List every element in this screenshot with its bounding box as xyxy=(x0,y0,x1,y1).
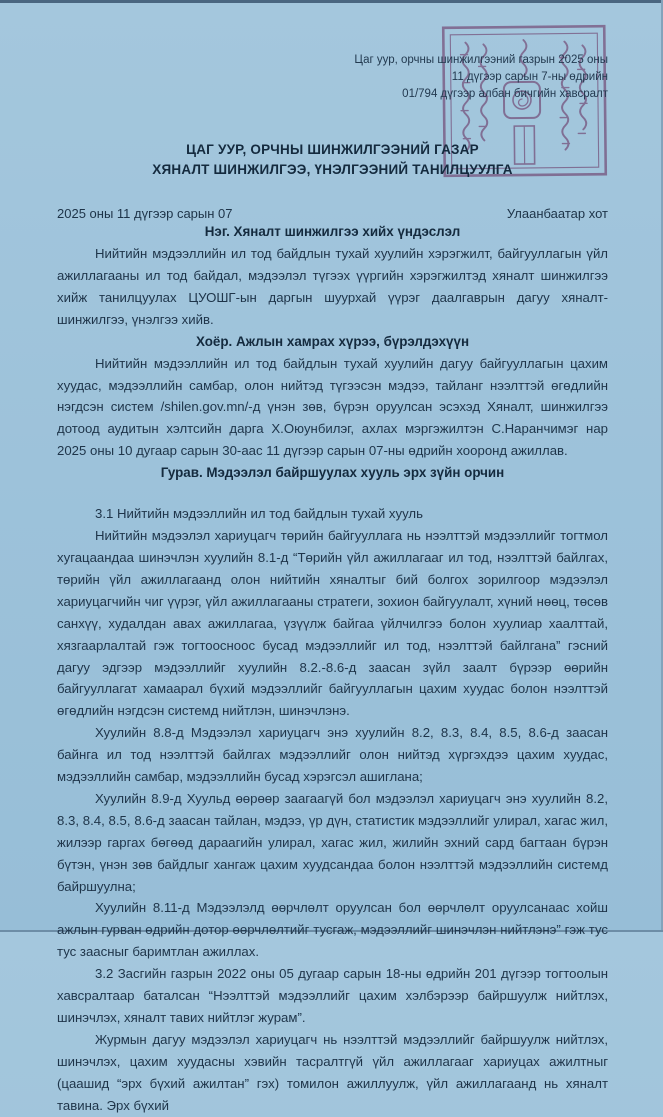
document-city: Улаанбаатар хот xyxy=(506,206,608,221)
corner-note xyxy=(57,0,608,103)
corner-note-line-3: 01/794 дүгээр албан бичгийн хавсралт xyxy=(402,88,608,100)
section-three-paragraph-4: Хуулийн 8.11-д Мэдээлэлд өөрчлөлт оруулсан бол өөрчлөлт оруулсанаас хойш ажлын гурван өдрийн дотор өөрчлөлтийг тусгаж, мэдээллийг шинэчлэн нийтлэнэ” гэж тус тус заасныг баримтлан ажиллах. xyxy=(57,900,608,960)
section-three-heading: Гурав. Мэдээлэл байршуулах хууль эрх зүйн орчин xyxy=(160,465,505,481)
section-two-paragraph: Нийтийн мэдээллийн ил тод байдлын тухай хуулийн дагуу байгууллагын цахим хуудас, мэдээллийн самбар, олон нийтэд түгээсэн мэдээ, тайланг нээлттэй өгөдлийн нэгдсэн систем /shilen.gov.mn/-д үнэн зөв, бүрэн оруулсан эсэхэд Хяналт, шинжилгээ дотоод аудитын хэлтсийн дарга Х.Оюунбилэг, ахлах мэргэжилтэн С.Наранчимэг нар 2025 оны 10 дугаар сарын 30-аас 11 дүгээр сарын 07-ны өдрийн хооронд ажиллав. xyxy=(57,355,608,459)
section-one-paragraph: Нийтийн мэдээллийн ил тод байдлын тухай хуулийн хэрэгжилт, байгууллагын үйл ажиллагааны ил тод байдал, мэдээлэл түгээх үүргийн хэрэгжилтэд хяналт шинжилгээ хийж танилцуулах ЦУОШГ-ын даргын шуурхай үүрэг даалгаврын дагуу хяналт-шинжилгээ, үнэлгээ хийв. xyxy=(57,246,608,327)
section-one-heading: Нэг. Хяналт шинжилгээ хийх үндэслэл xyxy=(204,224,461,239)
document-title-block xyxy=(57,140,608,180)
section-three-paragraph-1: Нийтийн мэдээлэл хариуцагч төрийн байгууллага нь нээлттэй мэдээллийг тогтмол хугацаандаа шинэчлэн хуулийн 8.1-д “Төрийн үйл ажиллагааг ил тод, нээлттэй байлгах, төрийн үйл ажиллагаанд олон нийтийн хяналтыг бий болгох зорилгоор мэдээлэл хариуцагчийн чиг үүрэг, үйл ажиллагааны стратеги, зохион байгуулалт, хүний нөөц, төсөв санхүү, худалдан авах ажиллагаа, үзүүлж байгаа үйлчилгээ болон хуулиар хаалттай, хязгаарлалтай гэж тогтоосноос бусад мэдээллийг ил тод, нээлттэй байлгана” гэсний дагуу эдгээр мэдээллийг хуулийн 8.2.-8.6-д заасан зүйл заалт бүрээр өөрийн байгууллагат хамаарал бүхий мэдээллийг байгууллагын цахим хуудас болон нээлттэй өгөдлийн нэгдсэн системд нийтлэн, шинэчлэнэ. xyxy=(57,528,608,719)
date-row xyxy=(57,206,608,221)
document-date: 2025 оны 11 дүгээр сарын 07 xyxy=(57,206,233,221)
corner-note-line-1: Цаг уур, орчны шинжилгээний газрын 2025 оны xyxy=(354,54,608,66)
section-three-paragraph-3: Хуулийн 8.9-д Хуульд өөрөөр заагаагүй бол мэдээлэл хариуцагч энэ хуулийн 8.2, 8.3, 8.4, 8.5, 8.6-д заасан тайлан, мэдээ, үр дүн, статистик мэдээллийг улирал, хагас жил, жилээр гаргах бөгөөд дараагийн улирал, хагас жил, жилийн эхний сард багтаан бүрэн бүтэн, үнэн зөв байдлыг хангаж цахим хуудсандаа болон нээлттэй мэдээллийн системд байршуулна; xyxy=(57,790,608,894)
section-three-paragraph-2: Хуулийн 8.8-д Мэдээлэл хариуцагч энэ хуулийн 8.2, 8.3, 8.4, 8.5, 8.6-д заасан байнга ил тод нээлттэй байлгах мэдээллийг олон нийтэд хүргэхдээ цахим хуудас, мэдээллийн самбар, мэдээллийн бусад хэрэгсэл ашиглана; xyxy=(57,725,608,785)
corner-note-line-2: 11 дүгээр сарын 7-ны өдрийн xyxy=(451,71,608,83)
section-three-paragraph-6: Журмын дагуу мэдээлэл хариуцагч нь нээлттэй мэдээллийг байршуулж нийтлэх, шинэчлэх, цахим хуудасны хэвийн тасралтгүй үйл ажиллагааг хариуцах ажилтныг (цаашид “эрх бүхий ажилтан” гэх) томилон ажиллуулж, үйл ажиллагаанд нь хяналт тавина. Эрх бүхий xyxy=(57,1031,608,1113)
organization-name: ЦАГ УУР, ОРЧНЫ ШИНЖИЛГЭЭНИЙ ГАЗАР xyxy=(186,142,479,157)
section-two-heading: Хоёр. Ажлын хамрах хүрээ, бүрэлдэхүүн xyxy=(195,333,470,349)
section-three-subheading: 3.1 Нийтийн мэдээллийн ил тод байдлын тухай хууль xyxy=(95,506,423,522)
section-three-paragraph-5: 3.2 Засгийн газрын 2022 оны 05 дугаар сарын 18-ны өдрийн 201 дүгээр тогтоолын хавсралтаар баталсан “Нээлттэй мэдээллийг цахим хэлбэрээр байршуулж нийтлэх, шинэчлэх, хяналт тавих нийтлэг журам”. xyxy=(57,966,608,1025)
document-title: ХЯНАЛТ ШИНЖИЛГЭЭ, ҮНЭЛГЭЭНИЙ ТАНИЛЦУУЛГА xyxy=(152,162,513,177)
